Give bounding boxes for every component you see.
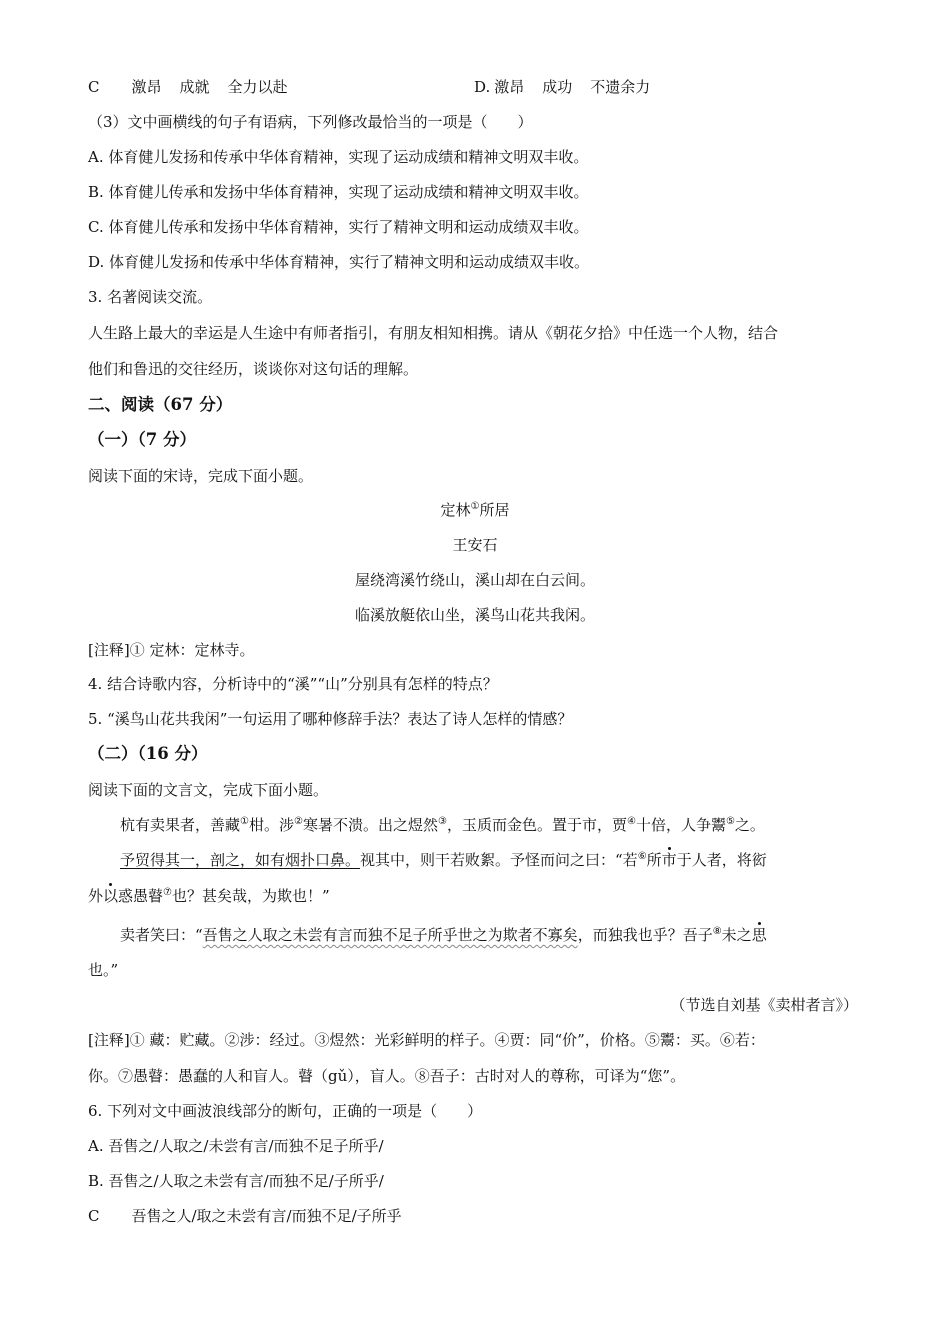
part2-title: （二）（16 分） — [88, 744, 208, 763]
passage-paragraph-2-line1: 予贸得其一，剖之，如有烟扑口鼻。视其中，则干若败絮。予怪而问之曰：“若⑥所市于人者，将衒 — [120, 851, 767, 869]
passage-source: （节选自刘基《卖柑者言》） — [670, 996, 858, 1014]
poem-verse-2: 临溪放艇依山坐，溪鸟山花共我闲。 — [354, 606, 595, 624]
wavy-underlined-text: 吾售之人取之未尝有言而独不足子所乎世之为欺者不寡矣 — [202, 926, 578, 944]
passage-paragraph-1: 杭有卖果者，善藏①柑。涉②寒暑不溃。出之煜然③，玉质而金色。置于市，贾④十倍，人争鬻⑤之。 — [120, 816, 765, 834]
note-marker-1: ① — [470, 501, 480, 512]
underlined-sentence: 予贸得其一，剖之，如有烟扑口鼻。 — [120, 851, 361, 869]
poem-verse-1: 屋绕湾溪竹绕山，溪山却在白云间。 — [354, 571, 595, 589]
q3-title: 3. 名著阅读交流。 — [88, 288, 213, 306]
poem-note: [注释]① 定林：定林寺。 — [88, 641, 255, 659]
q6-option-c: C 吾售之人/取之未尝有言/而独不足/子所乎 — [88, 1207, 402, 1225]
passage-paragraph-3-line1: 卖者笑曰：“吾售之人取之未尝有言而独不足子所乎世之为欺者不寡矣，而独我也乎？吾子⑧未之思 — [120, 926, 767, 944]
q6-stem: 6. 下列对文中画波浪线部分的断句，正确的一项是（ ） — [88, 1102, 483, 1120]
poem-author: 王安石 — [452, 536, 498, 554]
q2-3-option-a: A. 体育健儿发扬和传承中华体育精神，实现了运动成绩和精神文明双丰收。 — [88, 148, 589, 166]
q2-3-option-b: B. 体育健儿传承和发扬中华体育精神，实现了运动成绩和精神文明双丰收。 — [88, 183, 589, 201]
q6-option-b: B. 吾售之/人取之未尝有言/而独不足/子所乎/ — [88, 1172, 384, 1190]
q2-3-stem: （3）文中画横线的句子有语病，下列修改最恰当的一项是（ ） — [88, 113, 533, 131]
poem-title: 定林①所居 — [440, 501, 510, 519]
dotted-char-si: 思 — [751, 926, 767, 944]
q2-option-d: D. 激昂 成功 不遗余力 — [474, 78, 651, 96]
q5: 5. “溪鸟山花共我闲”一句运用了哪种修辞手法？表达了诗人怎样的情感？ — [88, 710, 573, 728]
q6-option-a: A. 吾售之/人取之/未尝有言/而独不足子所乎/ — [88, 1137, 384, 1155]
q3-text-line1: 人生路上最大的幸运是人生途中有师者指引，有朋友相知相携。请从《朝花夕拾》中任选一个人物，结合 — [88, 324, 779, 342]
q2-option-c: C 激昂 成就 全力以赴 — [88, 78, 288, 96]
dotted-char-shi: 市 — [661, 851, 677, 869]
passage-paragraph-3-line2: 也。” — [88, 961, 119, 979]
part1-intro: 阅读下面的宋诗，完成下面小题。 — [88, 467, 314, 485]
passage-paragraph-2-line2: 外以惑愚瞽⑦也？甚矣哉，为欺也！” — [88, 887, 330, 905]
section-reading-title: 二、阅读（67 分） — [88, 395, 233, 414]
passage-note-line1: [注释]① 藏：贮藏。②涉：经过。③煜然：光彩鲜明的样子。④贾：同“价”，价格。⑤鬻：买。⑥若： — [88, 1031, 765, 1049]
q3-text-line2: 他们和鲁迅的交往经历，谈谈你对这句话的理解。 — [88, 360, 419, 378]
part2-intro: 阅读下面的文言文，完成下面小题。 — [88, 781, 329, 799]
q4: 4. 结合诗歌内容，分析诗中的“溪”“山”分别具有怎样的特点？ — [88, 675, 498, 693]
q2-3-option-d: D. 体育健儿发扬和传承中华体育精神，实行了精神文明和运动成绩双丰收。 — [88, 253, 590, 271]
q2-3-option-c: C. 体育健儿传承和发扬中华体育精神，实行了精神文明和运动成绩双丰收。 — [88, 218, 589, 236]
passage-note-line2: 你。⑦愚瞽：愚蠢的人和盲人。瞽（gǔ），盲人。⑧吾子：古时对人的尊称，可译为“您”。 — [88, 1067, 686, 1085]
part1-title: （一）（7 分） — [88, 430, 196, 449]
dotted-char-yi: 以 — [103, 887, 119, 905]
